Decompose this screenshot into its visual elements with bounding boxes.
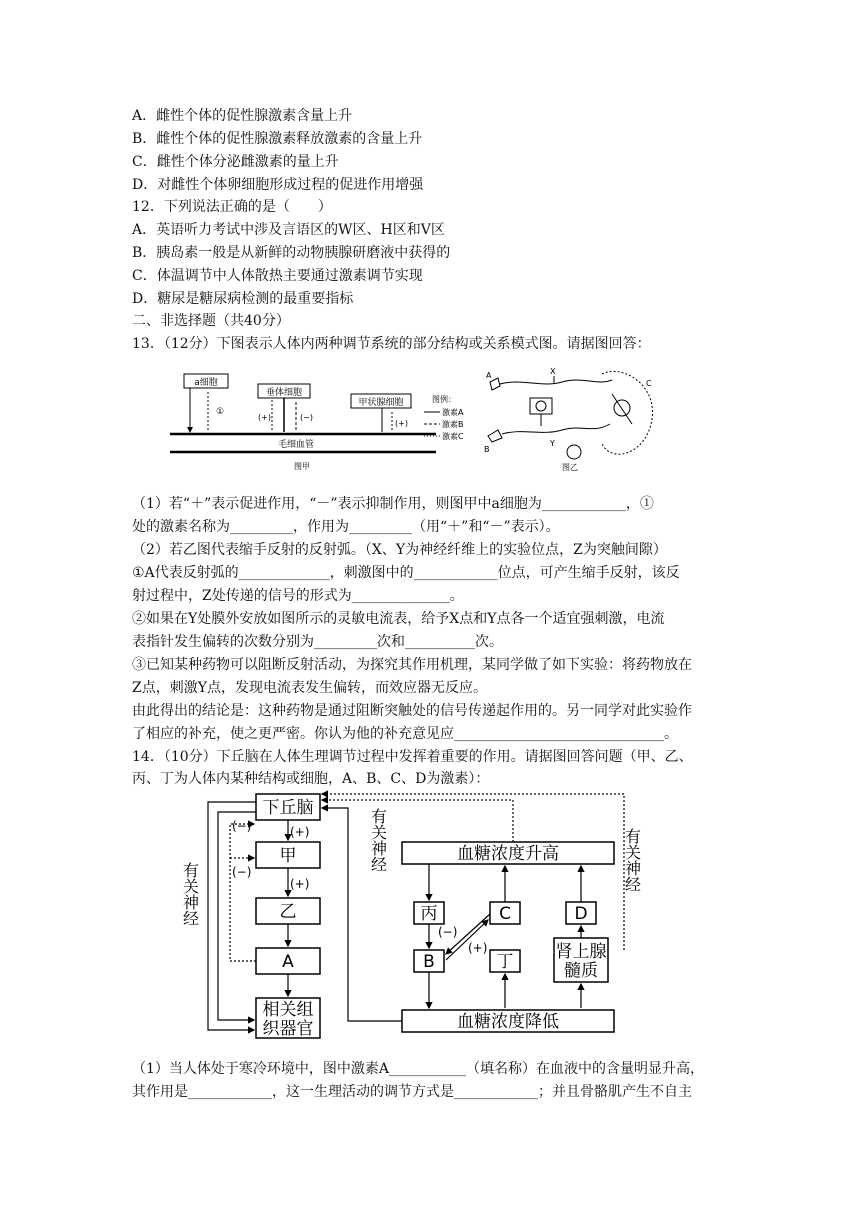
minus-2: (−) [232,865,252,879]
q12-option-d: D．糖尿是糖尿病检测的最重要指标 [132,291,354,307]
hormone-d-box: D [574,904,588,924]
label-B: B [484,445,490,454]
caption-yi: 图乙 [562,463,578,472]
q14-line-2: 其作用是____________，这一生理活动的调节方式是____________；并且骨骼肌产生不自主 [132,1084,692,1100]
glucose-low-box: 血糖浓度降低 [457,1012,559,1032]
bing-box: 丙 [420,904,438,924]
minus-1: (−) [232,819,252,833]
label-1: ① [216,407,225,417]
hormone-c-box: C [499,904,511,924]
organ-box-line2: 织器官 [262,1019,314,1039]
q13-stem: 13．（12分）下图表示人体内两种调节系统的部分结构或关系模式图。请据图回答： [132,336,651,352]
q11-option-c: C．雌性个体分泌雌激素的量上升 [132,154,339,170]
q12-stem: 12．下列说法正确的是（ ） [132,199,332,215]
q13-line-2: 处的激素名称为_________，作用为_________（用“＋”和“－”表示）。 [132,519,560,535]
q11-option-a: A．雌性个体的促性腺激素含量上升 [132,108,353,124]
q14-line-1: （1）当人体处于寒冷环境中，图中激素A___________（填名称）在血液中的含量明显升高， [132,1061,705,1077]
section-heading: 二、非选择题（共40分） [132,313,290,329]
figure-jia [166,368,466,473]
hypothalamus-box: 下丘脑 [262,798,314,818]
q13-line-1: （1）若“＋”表示促进作用，“－”表示抑制作用，则图甲中a细胞为____________，① [132,496,654,512]
label-X: X [550,367,556,376]
pituitary-label: 垂体细胞 [265,388,303,398]
q13-line-5: 射过程中，Z处传递的信号的形式为______________。 [132,588,464,604]
q11-option-d: D．对雌性个体卵细胞形成过程的促进作用增强 [132,177,424,193]
legend-a: 激素A [442,408,464,417]
ding-box: 丁 [496,952,514,972]
caption-jia: 图甲 [294,462,310,471]
q13-line-10: 由此得出的结论是：这种药物是通过阻断突触处的信号传递起作用的。另一同学对此实验作 [132,703,692,719]
legend-b: 激素B [442,420,464,429]
capillary-label: 毛细血管 [278,440,315,450]
thyroid-label: 甲状腺细胞 [358,398,404,408]
plus-1: (+) [290,825,310,839]
q12-option-b: B．胰岛素一般是从新鲜的动物胰腺研磨液中获得的 [132,245,451,261]
q13-line-11: 了相应的补充，使之更严密。你认为他的补充意见应______________________________。 [132,726,678,742]
hormone-a-box: A [282,952,294,972]
q14-stem-2: 丙、丁为人体内某种结构或细胞，A、B、C、D为激素）： [132,771,490,787]
yi-box: 乙 [279,902,297,922]
legend-title: 图例： [432,395,456,404]
minus-3: (−) [438,925,458,939]
label-Y: Y [550,439,555,448]
nerve-mid-label: 有关神经 [368,808,388,872]
nerve-left-label: 有关神经 [180,862,200,926]
adrenal-line1: 肾上腺 [555,942,607,962]
hormone-b-box: B [423,952,435,972]
q13-line-6: ②如果在Y处膜外安放如图所示的灵敏电流表，给予X点和Y点各一个适宜强刺激，电流 [132,611,665,627]
plus-2: (+) [290,877,310,891]
q14-stem-1: 14．（10分）下丘脑在人体生理调节过程中发挥着重要的作用。请据图回答问题（甲、乙、 [132,749,693,765]
a-cell-label: a细胞 [194,378,218,388]
figure-yi [482,364,662,474]
legend-c: 激素C [442,432,464,441]
minus-label: (−) [300,413,313,422]
plus-label-2: (+) [395,419,408,428]
jia-box: 甲 [279,846,297,866]
adrenal-line2: 髓质 [564,961,598,981]
organ-box-line1: 相关组 [262,1000,314,1020]
q13-line-3: （2）若乙图代表缩手反射的反射弧。（X、Y为神经纤维上的实验位点，Z为突触间隙） [132,542,667,558]
q12-option-a: A．英语听力考试中涉及言语区的W区、H区和V区 [132,222,445,238]
label-A: A [486,371,492,380]
q13-line-4: ①A代表反射弧的_____________，刺激图中的____________位点，可产生缩手反射，该反 [132,565,680,581]
q12-option-c: C．体温调节中人体散热主要通过激素调节实现 [132,268,423,284]
plus-3: (+) [468,941,488,955]
nerve-right-label: 有关神经 [622,828,642,892]
q13-line-7: 表指针发生偏转的次数分别为_________次和__________次。 [132,634,503,650]
q13-line-8: ③已知某种药物可以阻断反射活动，为探究其作用机理，某同学做了如下实验：将药物放在 [132,657,692,673]
label-C: C [646,379,652,388]
plus-label: (+) [258,413,271,422]
q13-line-9: Z点，刺激Y点，发现电流表发生偏转，而效应器无反应。 [132,680,487,696]
figure-hypothalamus [168,790,642,1046]
glucose-high-box: 血糖浓度升高 [457,844,559,864]
q11-option-b: B．雌性个体的促性腺激素释放激素的含量上升 [132,131,423,147]
